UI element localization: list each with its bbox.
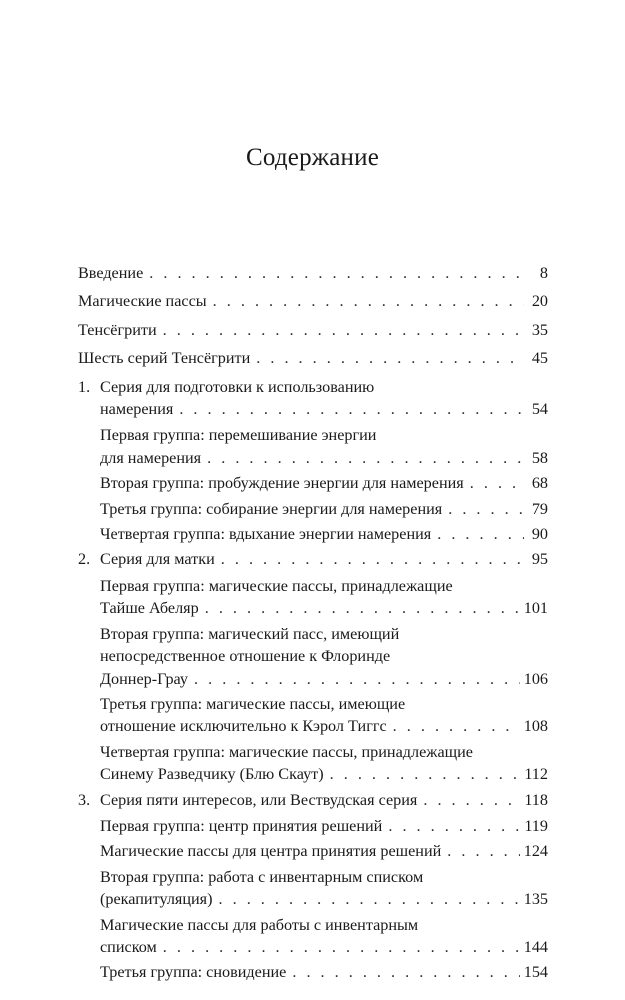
leader-dots [292,961,519,983]
toc-entry-label-line: Первая группа: перемешивание энергии [100,426,377,445]
toc-subentry[interactable] [78,498,548,520]
leader-dots [194,668,520,690]
leader-dots [437,523,524,545]
toc-page-number: 45 [531,349,548,368]
toc-series-3[interactable] [78,789,548,811]
leader-dots [213,290,524,312]
leader-dots [423,789,520,811]
toc-entry-label-line: Вторая группа: магический пасс, имеющий [100,624,400,643]
toc-page-number: 95 [531,550,548,569]
series-number: 1. [78,377,91,396]
toc-entry-label: для намерения [100,448,202,467]
toc-entry-magical-passes[interactable] [78,290,548,312]
toc-page-number: 90 [531,525,548,544]
toc-entry-label: намерения [100,400,174,419]
toc-page-number: 108 [523,717,548,736]
toc-subentry[interactable] [78,961,548,983]
toc-entry-label: Третья группа: собирание энергии для намерения [100,499,443,518]
toc-series-1[interactable] [78,376,548,421]
toc-entry-label-line: Вторая группа: работа с инвентарным списком [100,867,424,886]
leader-dots [330,763,521,785]
leader-dots [205,597,520,619]
toc-page-number: 124 [523,842,548,861]
leader-dots [393,715,520,737]
toc-page-number: 154 [523,963,548,982]
toc-entry-label-line: Серия для подготовки к использованию [100,377,375,396]
toc-page-number: 8 [539,264,548,282]
leader-dots [219,888,520,910]
toc-entry-label: Серия пяти интересов, или Вествудская серия [100,790,418,809]
toc-page-number: 58 [531,448,548,467]
toc-entry-label: Четвертая группа: вдыхание энергии намерения [100,525,432,544]
leader-dots [149,262,524,284]
toc-subentry[interactable] [78,472,548,494]
leader-dots [470,472,524,494]
toc-entry-label: Третья группа: сновидение [100,963,287,982]
leader-dots [256,347,524,369]
toc-page-number: 101 [523,599,548,618]
toc-page-number: 144 [523,937,548,956]
toc-page-number: 79 [531,499,548,518]
leader-dots [447,840,519,862]
toc-entry-label-line: Магические пассы для работы с инвентарным [100,915,419,934]
toc-entry-label-line: непосредственное отношение к Флоринде [100,647,391,666]
series-number: 2. [78,550,91,569]
toc-entry-label: Тайше Абеляр [100,599,199,618]
leader-dots [221,548,524,570]
leader-dots [207,447,524,469]
toc-entry-label: Магические пассы [78,292,207,311]
toc-page-number: 119 [524,816,548,835]
series-number: 3. [78,790,91,809]
toc-entry-label: Синему Разведчику (Блю Скаут) [100,765,324,784]
toc-entry-label: Магические пассы для центра принятия решений [100,842,442,861]
toc-subentry[interactable] [78,623,548,690]
toc-entry-tensegrity[interactable] [78,319,548,341]
toc-subentry[interactable] [78,866,548,911]
toc-page-number: 112 [524,765,548,784]
toc-page-number: 20 [531,292,548,311]
toc-subentry[interactable] [78,914,548,959]
toc-subentry[interactable] [78,815,548,837]
toc-entry-label: отношение исключительно к Кэрол Тиггс [100,717,387,736]
toc-subentry[interactable] [78,741,548,786]
toc-page-number: 106 [523,669,548,688]
toc-page-number: 68 [531,474,548,493]
toc-entry-six-series[interactable] [78,347,548,369]
toc-subentry[interactable] [78,840,548,862]
toc-page-number: 54 [531,400,548,419]
toc-entry-label: (рекапитуляция) [100,890,213,909]
toc-page-number: 118 [524,790,548,809]
toc-entry-label: Тенсёгрити [78,320,157,339]
toc-subentry[interactable] [78,693,548,738]
toc-entry-label: Введение [78,264,144,282]
toc-entry-label-line: Третья группа: магические пассы, имеющие [100,694,406,713]
toc-subentry[interactable] [78,424,548,469]
toc-entry-label: Серия для матки [100,550,215,569]
table-of-contents [78,262,548,987]
leader-dots [179,398,524,420]
page-title: Содержание [246,144,379,171]
leader-dots [163,936,520,958]
toc-entry-intro[interactable] [78,262,548,284]
toc-subentry[interactable] [78,523,548,545]
leader-dots [388,815,520,837]
leader-dots [163,319,524,341]
leader-dots [448,498,524,520]
toc-entry-label: списком [100,937,157,956]
toc-entry-label: Шесть серий Тенсёгрити [78,349,251,368]
toc-entry-label-line: Первая группа: магические пассы, принадлежащие [100,576,453,595]
toc-entry-label: Вторая группа: пробуждение энергии для намерения [100,474,464,493]
toc-page-number: 135 [523,890,548,909]
toc-subentry[interactable] [78,575,548,620]
toc-series-2[interactable] [78,548,548,570]
toc-entry-label-line: Четвертая группа: магические пассы, принадлежащие [100,742,473,761]
toc-page-number: 35 [531,320,548,339]
toc-entry-label: Доннер-Грау [100,669,189,688]
toc-entry-label: Первая группа: центр принятия решений [100,816,383,835]
